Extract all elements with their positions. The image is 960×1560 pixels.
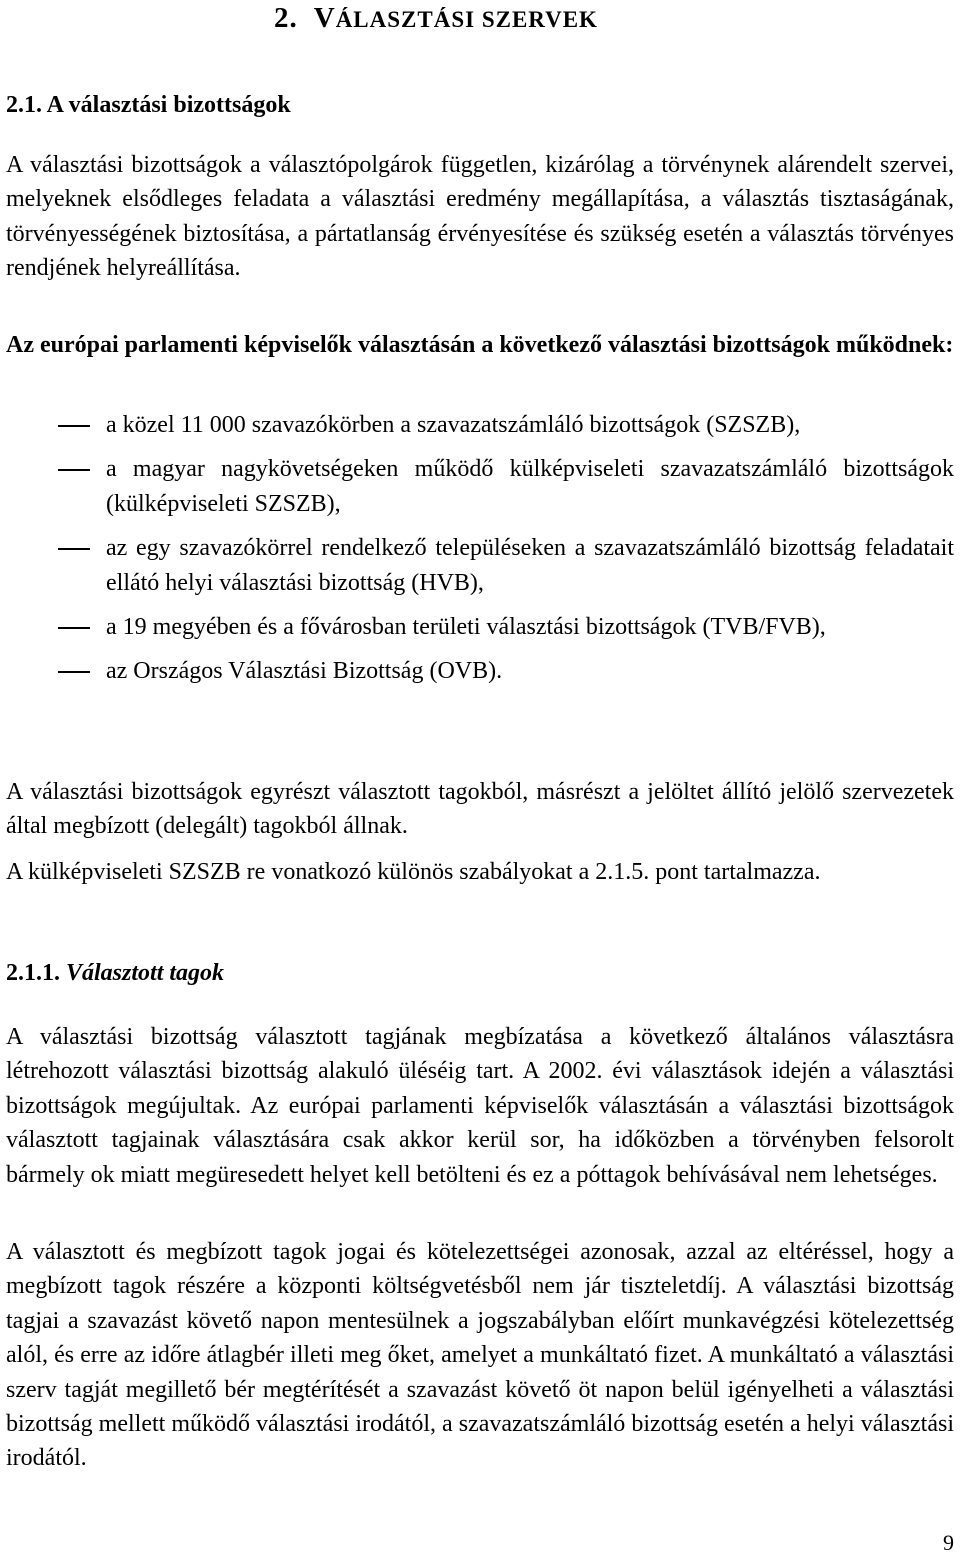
subsection-title-text: Választott tagok (66, 960, 225, 986)
chapter-title-initial: V (313, 2, 336, 34)
subsection-number: 2.1.1. (6, 960, 60, 986)
reference-paragraph: A külképviseleti SZSZB re vonatkozó különös szabályokat a 2.1.5. pont tartalmazza. (6, 859, 821, 885)
list-item (6, 654, 954, 688)
chapter-title (274, 2, 598, 35)
subsection-title (6, 960, 224, 987)
dash-bullet-icon (58, 425, 90, 427)
document-page (6, 0, 954, 1560)
dash-bullet-icon (58, 627, 90, 629)
composition-paragraph: A választási bizottságok egyrészt választott tagokból, másrészt a jelöltet állító jelölő szervezetek által megbízott (delegált) tagokból állnak. (6, 779, 954, 840)
intro-paragraph: A választási bizottságok a választópolgárok független, kizárólag a törvénynek alárendelt szervei, melyeknek elsődleges feladata a választási eredmény megállapítása, a választás tisztaságának, törvényességének biztosítása, a pártatlanság érvényesítése és szükség esetén a választás törvényes rendjének helyreállítása. (6, 152, 954, 282)
mandate-paragraph: A választási bizottság választott tagjának megbízatása a következő általános választásra létrehozott választási bizottság alakuló üléséig tart. A 2002. évi választások idején a választási bizottságok megújultak. Az európai parlamenti képviselők választásán a választási bizottságok választott tagjainak választására csak akkor kerül sor, ha időközben a törvényben felsorolt bármely ok miatt megüresedett helyet kell betölteni és ez a póttagok behívásával nem lehetséges. (6, 1024, 954, 1188)
list-item (6, 610, 954, 644)
rights-paragraph: A választott és megbízott tagok jogai és kötelezettségei azonosak, azzal az eltéréssel, hogy a megbízott tagok részére a központi költségvetésből nem jár tiszteletdíj. A választási bizottság tagjai a szavazást követő napon mentesülnek a jogszabályban előírt munkavégzési kötelezettség alól, és erre az időre átlagbér illeti meg őket, amelyet a munkáltató fizet. A munkáltató a választási szerv tagját megillető bér megtérítését a szavazást követő öt napon belül igényelheti a választási bizottság mellett működő választási irodától, a szavazatszámláló bizottság esetén a helyi választási irodától. (6, 1239, 954, 1472)
list-item (6, 408, 954, 442)
dash-bullet-icon (58, 548, 90, 550)
committees-intro-paragraph: Az európai parlamenti képviselők választásán a következő választási bizottságok működnek: (6, 332, 954, 358)
list-item-text: az egy szavazókörrel rendelkező településeken a szavazatszámláló bizottság feladatait ellátó helyi választási bizottság (HVB), (106, 535, 954, 596)
list-item-text: a 19 megyében és a fővárosban területi választási bizottságok (TVB/FVB), (106, 614, 826, 641)
dash-bullet-icon (58, 469, 90, 471)
list-item-text: a magyar nagykövetségeken működő külképviseleti szavazatszámláló bizottságok (külképviseleti SZSZB), (106, 456, 954, 517)
chapter-number: 2. (274, 2, 298, 34)
list-item (6, 452, 954, 521)
committees-list (6, 408, 954, 699)
section-title: 2.1. A választási bizottságok (6, 92, 291, 118)
list-item (6, 531, 954, 600)
list-item-text: az Országos Választási Bizottság (OVB). (106, 658, 503, 685)
list-item-text: a közel 11 000 szavazókörben a szavazatszámláló bizottságok (SZSZB), (106, 412, 801, 438)
page-number: 9 (943, 1530, 954, 1555)
chapter-title-rest: ÁLASZTÁSI SZERVEK (335, 7, 598, 32)
dash-bullet-icon (58, 671, 90, 673)
